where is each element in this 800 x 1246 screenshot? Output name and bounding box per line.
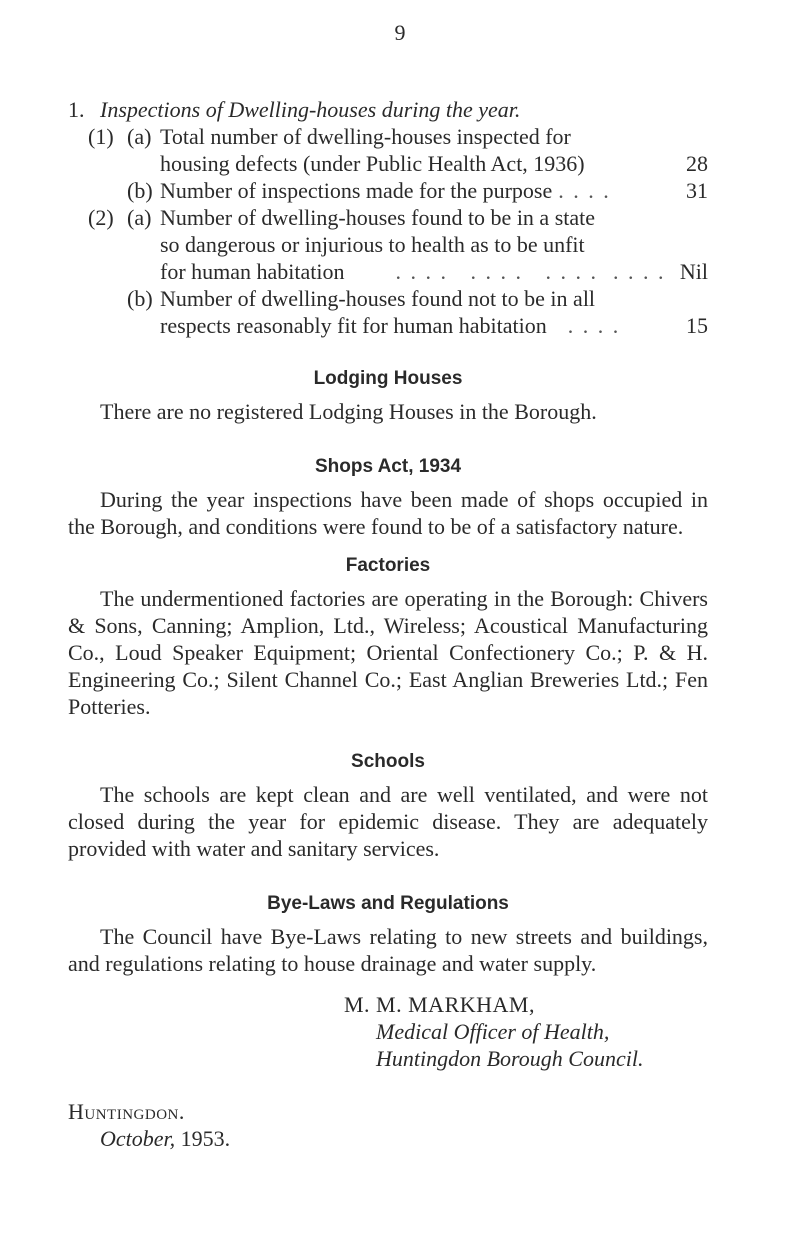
section-title-inspections xyxy=(68,96,708,123)
inspection-item-2b xyxy=(88,285,708,339)
paragraph-shops-act: During the year inspections have been made of shops occupied in the Borough, and conditions were found to be of a satisfactory nature. xyxy=(68,487,708,539)
item-text-line: Number of dwelling-houses found to be in a state xyxy=(160,205,596,230)
dot-leader: . . . . . . . . . . . . . . . . xyxy=(350,259,666,284)
inspection-item-2a xyxy=(88,204,708,285)
signatory-name: M. M. MARKHAM, xyxy=(344,992,535,1017)
paragraph-factories: The undermentioned factories are operating in the Borough: Chivers & Sons, Canning; Amplion, Ltd., Wireless; Acoustical Manufacturing Co., Loud Speaker Equipment; Oriental Confectionery Co.; P. & H. Engineering Co.; Silent Channel Co.; East Anglian Breweries Ltd.; Fen Potteries. xyxy=(68,586,708,719)
item-number: (2) xyxy=(88,205,114,230)
place: Huntingdon. xyxy=(68,1099,185,1124)
date-month: October, xyxy=(100,1126,176,1151)
date xyxy=(100,1125,708,1152)
signatory-title: Medical Officer of Health, xyxy=(376,1019,610,1044)
item-value: 15 xyxy=(686,313,708,338)
item-value: 28 xyxy=(686,151,708,176)
paragraph-bye-laws: The Council have Bye-Laws relating to new streets and buildings, and regulations relating to house drainage and water supply. xyxy=(68,924,708,976)
item-text-line: respects reasonably fit for human habitation xyxy=(160,313,547,338)
heading-schools: Schools xyxy=(351,751,425,772)
item-text-line: so dangerous or injurious to health as to be unfit xyxy=(160,232,585,257)
item-text-line: Number of dwelling-houses found not to be in all xyxy=(160,286,596,311)
inspection-item-1b xyxy=(88,177,708,204)
item-value: 31 xyxy=(686,178,708,203)
signatory-council: Huntingdon Borough Council. xyxy=(376,1046,644,1071)
item-letter: (a) xyxy=(127,124,152,149)
heading-shops-act: Shops Act, 1934 xyxy=(314,456,462,477)
dot-leader: . . . . xyxy=(552,313,621,338)
heading-factories: Factories xyxy=(345,555,431,576)
paragraph-schools: The schools are kept clean and are well ventilated, and were not closed during the year for epidemic disease. They are adequately provided with water and sanitary services. xyxy=(68,782,708,861)
date-year: 1953. xyxy=(180,1126,231,1151)
item-text-line: for human habitation xyxy=(160,259,345,284)
heading-bye-laws: Bye-Laws and Regulations xyxy=(267,893,509,914)
item-letter: (b) xyxy=(127,286,153,311)
item-value: Nil xyxy=(679,259,708,284)
section-number: 1. xyxy=(68,97,85,122)
item-letter: (a) xyxy=(127,205,152,230)
page-number: 9 xyxy=(394,20,406,45)
inspection-items xyxy=(88,123,708,339)
item-text-line: Total number of dwelling-houses inspected for xyxy=(160,124,571,149)
heading-lodging-houses: Lodging Houses xyxy=(313,368,463,389)
item-text-line: Number of inspections made for the purpose xyxy=(160,178,553,203)
dot-leader: . . . . xyxy=(558,178,611,203)
inspection-item-1a xyxy=(88,123,708,177)
item-text-line: housing defects (under Public Health Act, 1936) xyxy=(160,151,585,176)
page-content xyxy=(68,96,708,1152)
item-letter: (b) xyxy=(127,178,153,203)
signature-block xyxy=(344,991,708,1072)
paragraph-lodging-houses: There are no registered Lodging Houses in the Borough. xyxy=(100,399,597,424)
item-number: (1) xyxy=(88,124,114,149)
section-title: Inspections of Dwelling-houses during the year. xyxy=(100,97,521,122)
